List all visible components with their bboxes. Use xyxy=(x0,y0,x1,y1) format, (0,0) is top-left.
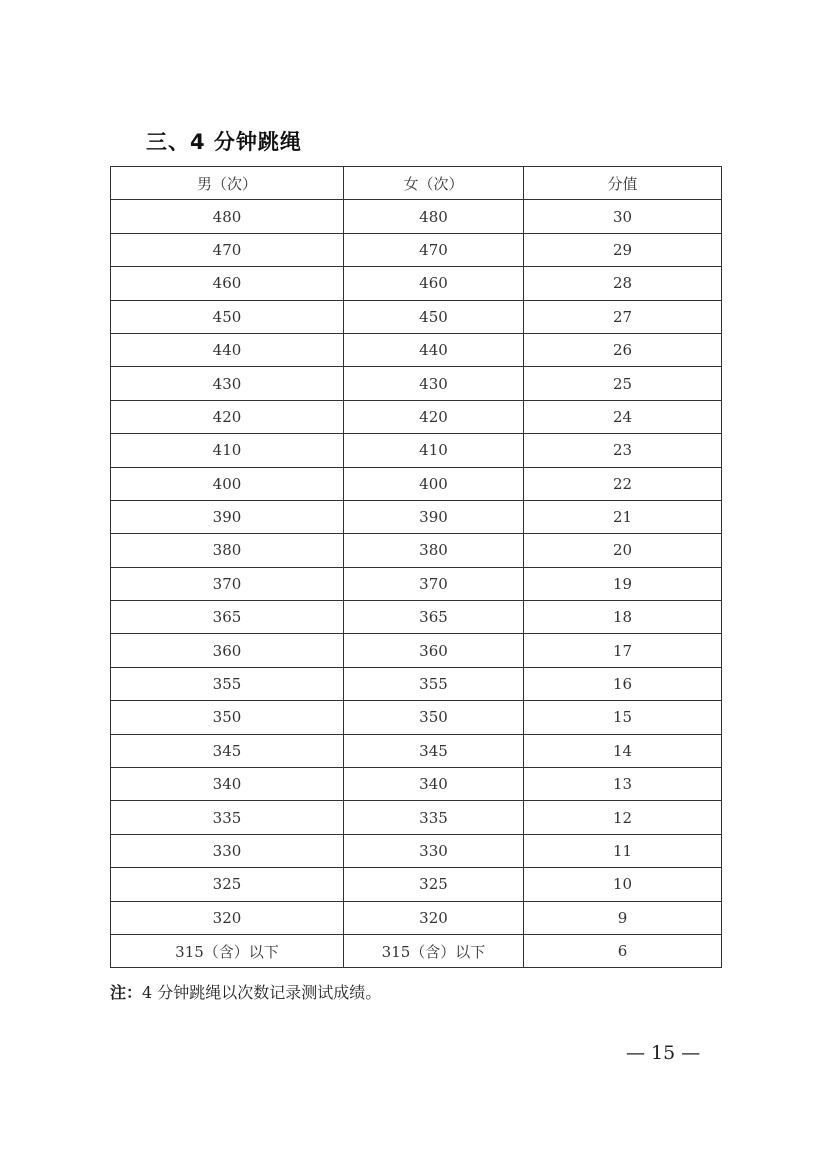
cell-score: 15 xyxy=(524,701,722,734)
cell-male: 420 xyxy=(111,400,344,433)
cell-male: 315（含）以下 xyxy=(111,934,344,967)
cell-male: 390 xyxy=(111,500,344,533)
table-row xyxy=(111,601,722,634)
cell-score: 28 xyxy=(524,267,722,300)
cell-female: 380 xyxy=(344,534,524,567)
cell-score: 18 xyxy=(524,601,722,634)
cell-female: 450 xyxy=(344,300,524,333)
table-row xyxy=(111,634,722,667)
cell-female: 430 xyxy=(344,367,524,400)
cell-score: 10 xyxy=(524,868,722,901)
cell-female: 360 xyxy=(344,634,524,667)
table-row xyxy=(111,934,722,967)
table-row xyxy=(111,467,722,500)
cell-female: 460 xyxy=(344,267,524,300)
cell-male: 440 xyxy=(111,333,344,366)
cell-score: 12 xyxy=(524,801,722,834)
section-title: 三、4 分钟跳绳 xyxy=(146,130,302,154)
table-row xyxy=(111,400,722,433)
cell-score: 14 xyxy=(524,734,722,767)
table-row xyxy=(111,734,722,767)
cell-female: 340 xyxy=(344,768,524,801)
cell-female: 390 xyxy=(344,500,524,533)
table-row xyxy=(111,200,722,233)
cell-female: 345 xyxy=(344,734,524,767)
cell-male: 350 xyxy=(111,701,344,734)
cell-female: 400 xyxy=(344,467,524,500)
table-row xyxy=(111,901,722,934)
table-row xyxy=(111,233,722,266)
table-row xyxy=(111,868,722,901)
cell-male: 330 xyxy=(111,834,344,867)
cell-male: 400 xyxy=(111,467,344,500)
cell-male: 340 xyxy=(111,768,344,801)
cell-score: 6 xyxy=(524,934,722,967)
table-row xyxy=(111,768,722,801)
header-score: 分值 xyxy=(524,167,722,200)
cell-score: 13 xyxy=(524,768,722,801)
cell-score: 30 xyxy=(524,200,722,233)
cell-score: 19 xyxy=(524,567,722,600)
cell-male: 365 xyxy=(111,601,344,634)
cell-female: 365 xyxy=(344,601,524,634)
cell-female: 315（含）以下 xyxy=(344,934,524,967)
cell-score: 21 xyxy=(524,500,722,533)
cell-female: 370 xyxy=(344,567,524,600)
table-header-row xyxy=(111,167,722,200)
cell-male: 320 xyxy=(111,901,344,934)
header-female: 女（次） xyxy=(344,167,524,200)
cell-score: 16 xyxy=(524,667,722,700)
table-row xyxy=(111,434,722,467)
score-table xyxy=(110,166,722,968)
page-number: — 15 — xyxy=(626,1042,701,1064)
cell-score: 25 xyxy=(524,367,722,400)
cell-female: 350 xyxy=(344,701,524,734)
cell-male: 450 xyxy=(111,300,344,333)
table-row xyxy=(111,333,722,366)
cell-score: 20 xyxy=(524,534,722,567)
table-row xyxy=(111,267,722,300)
cell-male: 345 xyxy=(111,734,344,767)
cell-female: 355 xyxy=(344,667,524,700)
footnote-text: 4 分钟跳绳以次数记录测试成绩。 xyxy=(142,983,382,1002)
cell-female: 470 xyxy=(344,233,524,266)
footnote-label: 注： xyxy=(110,983,143,1002)
cell-score: 9 xyxy=(524,901,722,934)
cell-score: 24 xyxy=(524,400,722,433)
cell-female: 410 xyxy=(344,434,524,467)
cell-score: 27 xyxy=(524,300,722,333)
table-row xyxy=(111,567,722,600)
cell-male: 360 xyxy=(111,634,344,667)
table-row xyxy=(111,667,722,700)
cell-female: 480 xyxy=(344,200,524,233)
cell-male: 370 xyxy=(111,567,344,600)
cell-female: 330 xyxy=(344,834,524,867)
cell-score: 23 xyxy=(524,434,722,467)
cell-male: 410 xyxy=(111,434,344,467)
cell-male: 480 xyxy=(111,200,344,233)
cell-male: 470 xyxy=(111,233,344,266)
cell-male: 325 xyxy=(111,868,344,901)
cell-male: 460 xyxy=(111,267,344,300)
table-row xyxy=(111,534,722,567)
table-body xyxy=(111,200,722,968)
cell-male: 355 xyxy=(111,667,344,700)
table-row xyxy=(111,701,722,734)
cell-male: 335 xyxy=(111,801,344,834)
cell-score: 29 xyxy=(524,233,722,266)
cell-female: 335 xyxy=(344,801,524,834)
cell-female: 420 xyxy=(344,400,524,433)
cell-female: 325 xyxy=(344,868,524,901)
header-male: 男（次） xyxy=(111,167,344,200)
cell-score: 26 xyxy=(524,333,722,366)
table-row xyxy=(111,834,722,867)
table-row xyxy=(111,801,722,834)
cell-score: 22 xyxy=(524,467,722,500)
cell-female: 440 xyxy=(344,333,524,366)
cell-female: 320 xyxy=(344,901,524,934)
table-row xyxy=(111,300,722,333)
footnote xyxy=(110,980,381,1003)
cell-score: 17 xyxy=(524,634,722,667)
cell-male: 430 xyxy=(111,367,344,400)
cell-score: 11 xyxy=(524,834,722,867)
cell-male: 380 xyxy=(111,534,344,567)
table-row xyxy=(111,500,722,533)
table-row xyxy=(111,367,722,400)
